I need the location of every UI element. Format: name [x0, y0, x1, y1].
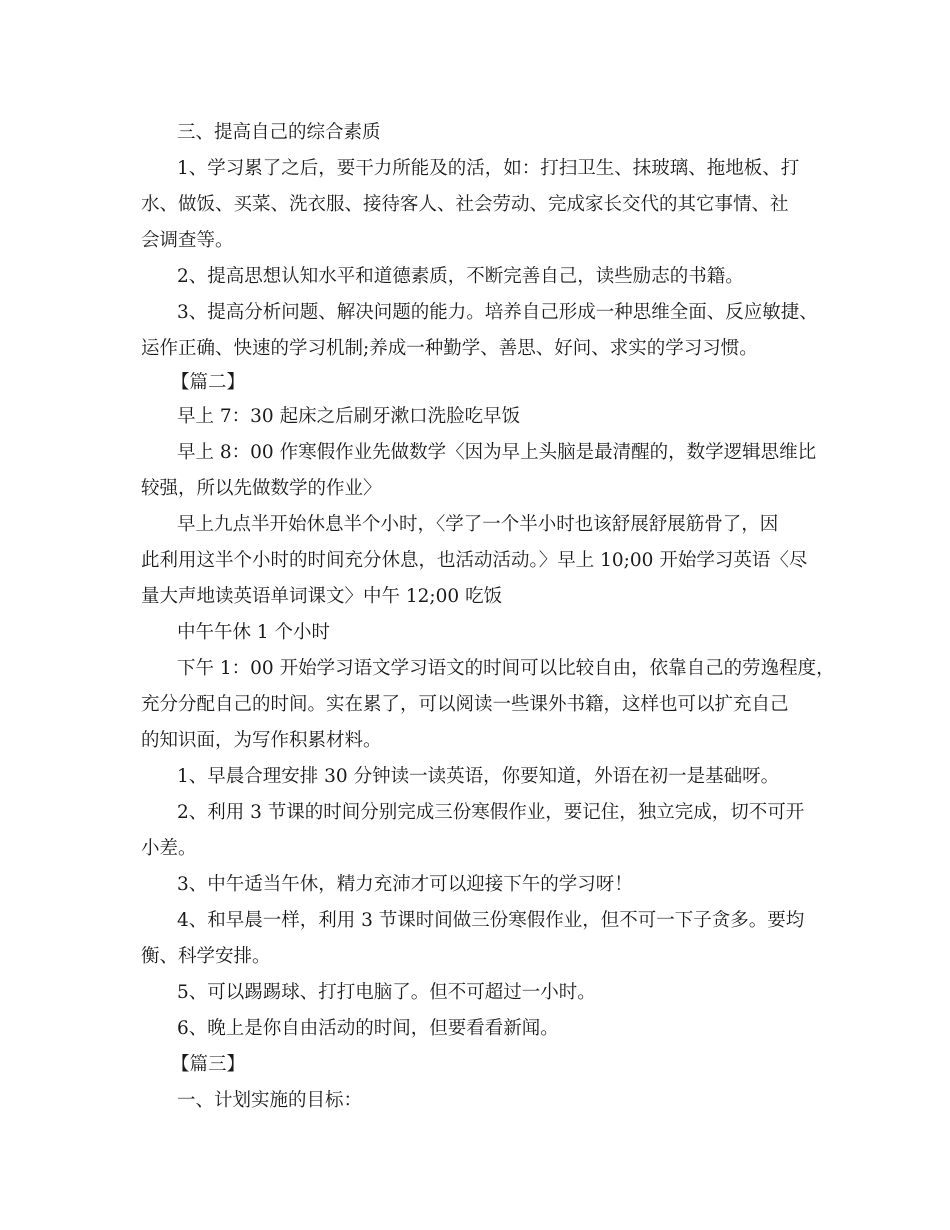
paragraph-line: 会调查等。	[141, 230, 234, 251]
paragraph-line: 运作正确、快速的学习机制;养成一种勤学、善思、好问、求实的学习习惯。	[141, 338, 758, 359]
paragraph-line: 较强，所以先做数学的作业〉	[141, 478, 382, 499]
paragraph-line: 4、和早晨一样，利用 3 节课时间做三份寒假作业，但不可一下子贪多。要均	[177, 910, 805, 931]
section-heading: 【篇三】	[171, 1054, 246, 1075]
paragraph-line: 衡、科学安排。	[141, 946, 271, 967]
paragraph-line: 早上 8：00 作寒假作业先做数学〈因为早上头脑是最清醒的，数学逻辑思维比	[177, 442, 817, 463]
paragraph-line: 3、中午适当午休，精力充沛才可以迎接下午的学习呀！	[177, 874, 633, 895]
paragraph-line: 1、早晨合理安排 30 分钟读一读英语，你要知道，外语在初一是基础呀。	[177, 766, 780, 787]
paragraph-line: 1、学习累了之后，要干力所能及的活，如：打扫卫生、抹玻璃、拖地板、打	[177, 158, 800, 179]
paragraph-line: 小差。	[141, 838, 197, 859]
paragraph-line: 的知识面，为写作积累材料。	[141, 730, 382, 751]
paragraph-line: 充分分配自己的时间。实在累了，可以阅读一些课外书籍，这样也可以扩充自己	[141, 694, 789, 715]
section-heading: 三、提高自己的综合素质	[177, 122, 381, 143]
section-heading: 【篇二】	[171, 372, 246, 393]
paragraph-line: 早上九点半开始休息半个小时，〈学了一个半小时也该舒展舒展筋骨了，因	[177, 514, 779, 535]
paragraph-line: 早上 7：30 起床之后刷牙漱口洗脸吃早饭	[177, 406, 521, 427]
paragraph-line: 中午午休 1 个小时	[177, 622, 331, 643]
paragraph-line: 3、提高分析问题、解决问题的能力。培养自己形成一种思维全面、反应敏捷、	[177, 302, 818, 323]
paragraph-line: 2、提高思想认知水平和道德素质，不断完善自己，读些励志的书籍。	[177, 266, 744, 287]
paragraph-line: 此利用这半个小时的时间充分休息，也活动活动。〉早上 10;00 开始学习英语〈尽	[141, 550, 808, 571]
paragraph-line: 2、利用 3 节课的时间分别完成三份寒假作业，要记住，独立完成，切不可开	[177, 802, 805, 823]
paragraph-line: 6、晚上是你自由活动的时间，但要看看新闻。	[177, 1018, 559, 1039]
paragraph-line: 下午 1：00 开始学习语文学习语文的时间可以比较自由，依靠自己的劳逸程度，	[177, 658, 835, 679]
paragraph-line: 5、可以踢踢球、打打电脑了。但不可超过一小时。	[177, 982, 596, 1003]
paragraph-line: 水、做饭、买菜、洗衣服、接待客人、社会劳动、完成家长交代的其它事情、社	[141, 194, 789, 215]
paragraph-line: 量大声地读英语单词课文〉中午 12;00 吃饭	[141, 586, 503, 607]
paragraph-line: 一、计划实施的目标：	[177, 1090, 363, 1111]
